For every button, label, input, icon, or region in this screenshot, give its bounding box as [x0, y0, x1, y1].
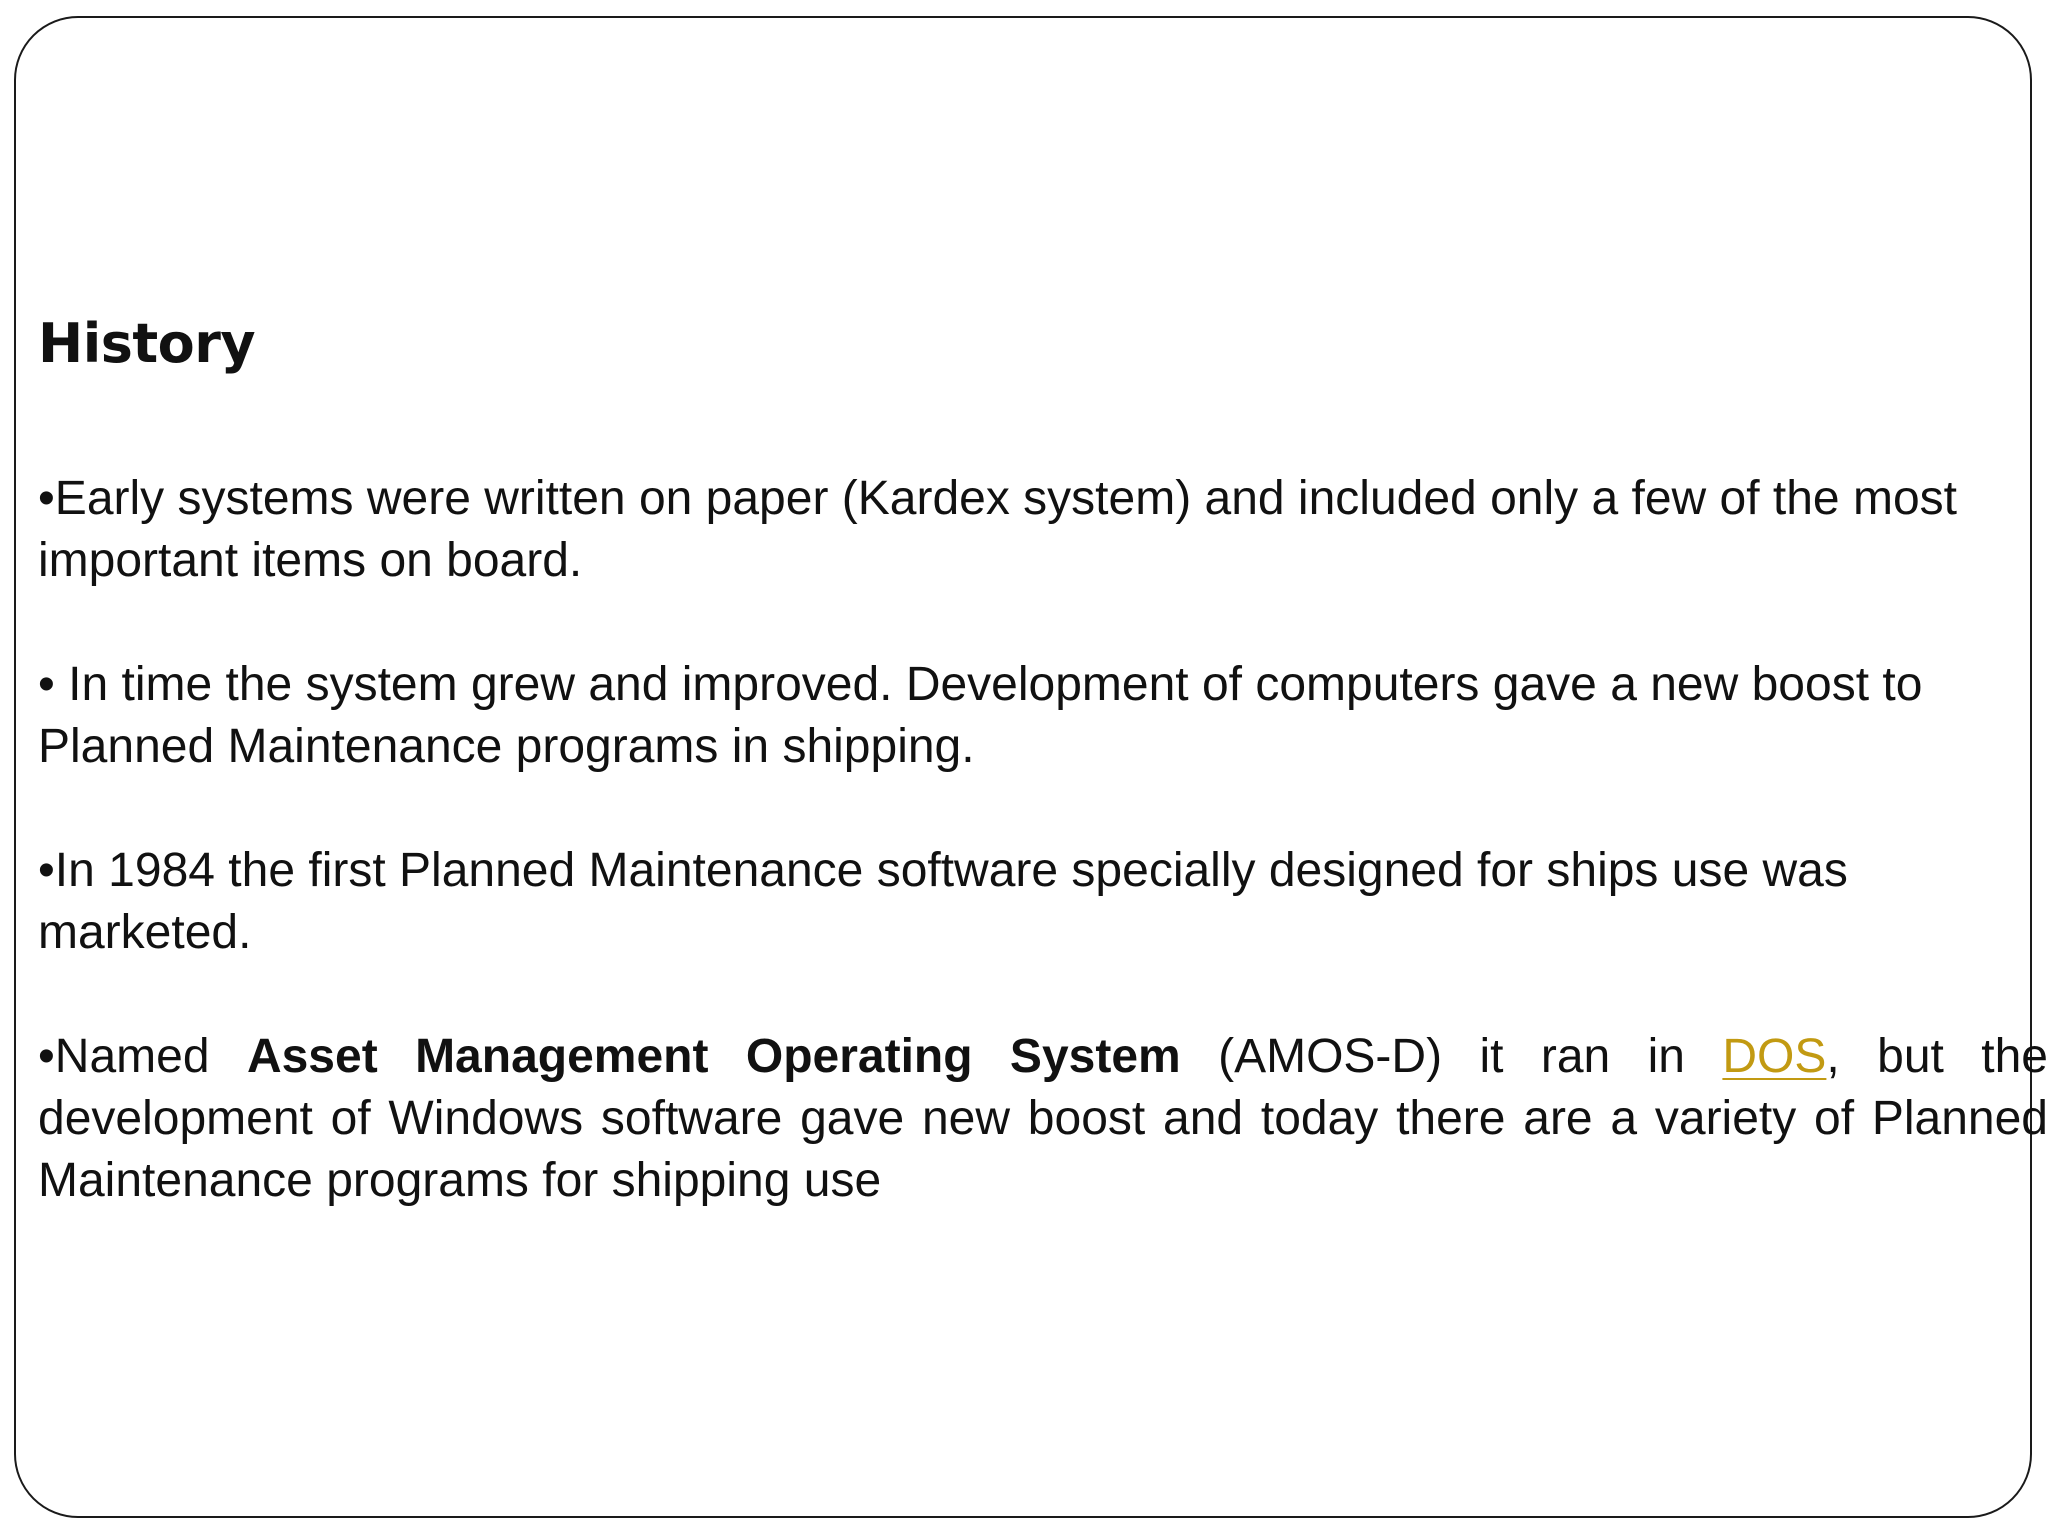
paragraph-amos-suffix: , but the development of Windows software gave new boost and today there are a variety of Planned Maintenance programs for shipping use — [38, 1030, 2048, 1207]
slide-frame — [14, 16, 2048, 1518]
paragraph-amos-prefix: •Named — [38, 1030, 247, 1083]
amos-full-name: Asset Management Operating System — [246, 1030, 1181, 1083]
slide-body — [38, 468, 2048, 1274]
paragraph-early-systems: •Early systems were written on paper (Kardex system) and included only a few of the most important items on board. — [38, 472, 1957, 587]
paragraph-amos — [38, 1026, 2048, 1212]
paragraph-system-growth: • In time the system grew and improved. Development of computers gave a new boost to Planned Maintenance programs in shipping. — [38, 658, 1923, 773]
paragraph-amos-middle: (AMOS-D) it ran in — [1180, 1030, 1723, 1083]
slide-title: History — [38, 312, 256, 375]
dos-link[interactable]: DOS — [1722, 1030, 1827, 1083]
paragraph-1984-software: •In 1984 the first Planned Maintenance software specially designed for ships use was marketed. — [38, 844, 1848, 959]
